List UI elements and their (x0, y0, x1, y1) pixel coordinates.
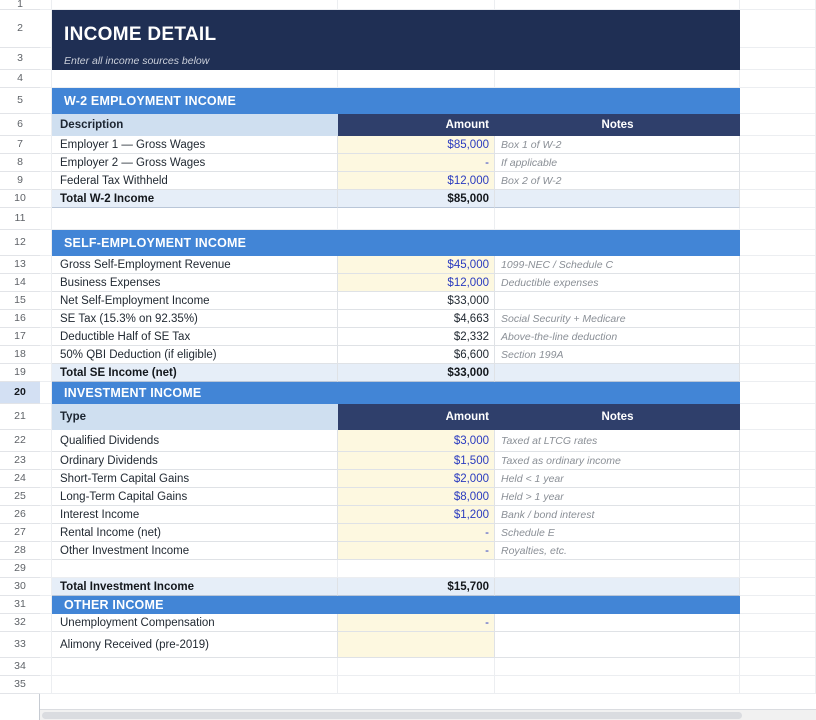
grid-cell[interactable] (740, 506, 816, 523)
grid-cell[interactable] (740, 114, 816, 135)
column-header-row (52, 114, 740, 136)
grid-background-row (40, 0, 816, 10)
grid-cell[interactable] (40, 48, 52, 69)
total-amount[interactable]: $15,700 (338, 578, 495, 596)
row-header-30[interactable]: 30 (0, 578, 40, 596)
table-row (52, 346, 740, 364)
table-row (52, 292, 740, 310)
row-header-31[interactable]: 31 (0, 596, 40, 614)
grid-cell[interactable] (40, 10, 52, 47)
grid-cell[interactable] (740, 10, 816, 47)
grid-cell[interactable] (40, 256, 52, 273)
amount-input-cell[interactable]: - (338, 154, 495, 172)
note-cell[interactable]: 1099-NEC / Schedule C (495, 256, 740, 274)
total-notes[interactable] (495, 578, 740, 596)
grid-cell[interactable] (740, 452, 816, 469)
row-header-5[interactable]: 5 (0, 88, 40, 114)
row-header-28[interactable]: 28 (0, 542, 40, 560)
grid-cell[interactable] (740, 256, 816, 273)
table-row (52, 470, 740, 488)
row-header-25[interactable]: 25 (0, 488, 40, 506)
grid-cell[interactable] (40, 676, 52, 693)
grid-cell[interactable] (740, 346, 816, 363)
grid-cell[interactable] (40, 524, 52, 541)
row-header-13[interactable]: 13 (0, 256, 40, 274)
row-header-19[interactable]: 19 (0, 364, 40, 382)
grid-cell[interactable] (40, 560, 52, 577)
grid-cell[interactable] (740, 274, 816, 291)
row-label[interactable]: 50% QBI Deduction (if eligible) (52, 346, 338, 364)
grid-cell[interactable] (740, 430, 816, 451)
grid-cell[interactable] (40, 172, 52, 189)
grid-cell[interactable] (740, 70, 816, 87)
total-notes[interactable] (495, 364, 740, 382)
grid-cell[interactable] (740, 48, 816, 69)
section-banner-investment-income: INVESTMENT INCOME (52, 382, 740, 404)
amount-input-cell[interactable]: $2,000 (338, 470, 495, 488)
amount-input-cell[interactable]: $1,200 (338, 506, 495, 524)
amount-cell[interactable]: $2,332 (338, 328, 495, 346)
row-header-21[interactable]: 21 (0, 404, 40, 430)
note-cell[interactable] (495, 292, 740, 310)
table-row (52, 310, 740, 328)
table-row (52, 172, 740, 190)
row-label[interactable]: SE Tax (15.3% on 92.35%) (52, 310, 338, 328)
table-row (52, 506, 740, 524)
amount-input-cell[interactable]: $12,000 (338, 172, 495, 190)
grid-cell[interactable] (338, 70, 495, 87)
grid-cell[interactable] (740, 230, 816, 255)
grid-cell[interactable] (40, 0, 52, 9)
row-header-9[interactable]: 9 (0, 172, 40, 190)
row-label[interactable]: Qualified Dividends (52, 430, 338, 452)
grid-cell[interactable] (495, 560, 740, 577)
grid-cell[interactable] (740, 382, 816, 403)
grid-cell[interactable] (740, 328, 816, 345)
note-cell[interactable]: Held < 1 year (495, 470, 740, 488)
grid-cell[interactable] (740, 470, 816, 487)
total-row (52, 364, 740, 382)
table-row (52, 328, 740, 346)
grid-cell[interactable] (740, 208, 816, 229)
row-header-17[interactable]: 17 (0, 328, 40, 346)
amount-cell[interactable]: $6,600 (338, 346, 495, 364)
total-row (52, 190, 740, 208)
grid-cell[interactable] (40, 404, 52, 429)
table-row (52, 542, 740, 560)
grid-cell[interactable] (40, 274, 52, 291)
row-header-8[interactable]: 8 (0, 154, 40, 172)
row-label[interactable]: Business Expenses (52, 274, 338, 292)
row-label[interactable]: Unemployment Compensation (52, 614, 338, 632)
total-amount[interactable]: $33,000 (338, 364, 495, 382)
horizontal-scrollbar[interactable] (40, 709, 816, 720)
column-header-label: Description (52, 114, 338, 136)
row-header-29[interactable]: 29 (0, 560, 40, 578)
column-header-amount: Amount (338, 114, 495, 136)
grid-cell[interactable] (740, 578, 816, 595)
grid-cell[interactable] (40, 452, 52, 469)
row-number-gutter (0, 0, 40, 720)
row-header-7[interactable]: 7 (0, 136, 40, 154)
grid-cell[interactable] (740, 292, 816, 309)
row-label[interactable]: Ordinary Dividends (52, 452, 338, 470)
grid-cell[interactable] (495, 676, 740, 693)
table-row (52, 430, 740, 452)
grid-cell[interactable] (40, 596, 52, 613)
grid-cell[interactable] (740, 136, 816, 153)
row-label[interactable]: Federal Tax Withheld (52, 172, 338, 190)
row-header-20[interactable]: 20 (0, 382, 40, 404)
page-title: INCOME DETAIL (64, 24, 217, 45)
table-row (52, 614, 740, 632)
grid-cell[interactable] (740, 614, 816, 631)
grid-cell[interactable] (740, 560, 816, 577)
grid-cell[interactable] (40, 614, 52, 631)
grid-cell[interactable] (338, 560, 495, 577)
grid-cell[interactable] (40, 310, 52, 327)
grid-cell[interactable] (40, 470, 52, 487)
grid-cell[interactable] (740, 404, 816, 429)
row-label[interactable]: Net Self-Employment Income (52, 292, 338, 310)
amount-input-cell[interactable]: - (338, 542, 495, 560)
row-header-10[interactable]: 10 (0, 190, 40, 208)
row-label[interactable]: Employer 1 — Gross Wages (52, 136, 338, 154)
row-header-22[interactable]: 22 (0, 430, 40, 452)
grid-cell[interactable] (740, 190, 816, 207)
grid-background-row (40, 208, 816, 230)
title-banner (52, 10, 740, 70)
grid-cell[interactable] (40, 154, 52, 171)
row-header-3[interactable]: 3 (0, 48, 40, 70)
grid-cell[interactable] (52, 658, 338, 675)
amount-input-cell[interactable]: - (338, 524, 495, 542)
row-header-35[interactable]: 35 (0, 676, 40, 694)
row-header-15[interactable]: 15 (0, 292, 40, 310)
grid-background-row (40, 676, 816, 694)
total-label[interactable]: Total W-2 Income (52, 190, 338, 208)
grid-cell[interactable] (740, 310, 816, 327)
section-banner-self-employment-income: SELF-EMPLOYMENT INCOME (52, 230, 740, 256)
total-label[interactable]: Total Investment Income (52, 578, 338, 596)
grid-cell[interactable] (740, 0, 816, 9)
page-subtitle: Enter all income sources below (64, 54, 210, 67)
grid-cell[interactable] (495, 70, 740, 87)
grid-cell[interactable] (40, 346, 52, 363)
grid-cell[interactable] (40, 658, 52, 675)
row-header-34[interactable]: 34 (0, 658, 40, 676)
note-cell[interactable]: Box 1 of W-2 (495, 136, 740, 154)
section-banner-w-2-employment-income: W-2 EMPLOYMENT INCOME (52, 88, 740, 114)
note-cell[interactable]: Schedule E (495, 524, 740, 542)
grid-cell[interactable] (495, 658, 740, 675)
grid-cell[interactable] (740, 658, 816, 675)
column-header-notes: Notes (495, 404, 740, 430)
amount-cell[interactable]: $33,000 (338, 292, 495, 310)
row-header-27[interactable]: 27 (0, 524, 40, 542)
amount-input-cell[interactable] (338, 632, 495, 658)
note-cell[interactable]: Above-the-line deduction (495, 328, 740, 346)
column-header-row (52, 404, 740, 430)
grid-background-row (40, 70, 816, 88)
grid-cell[interactable] (740, 596, 816, 613)
total-row (52, 578, 740, 596)
note-cell[interactable] (495, 632, 740, 658)
grid-cell[interactable] (52, 208, 338, 229)
table-row (52, 632, 740, 658)
row-label[interactable]: Other Investment Income (52, 542, 338, 560)
amount-input-cell[interactable]: $85,000 (338, 136, 495, 154)
horizontal-scrollbar-thumb[interactable] (42, 712, 742, 719)
section-banner-other-income: OTHER INCOME (52, 596, 740, 614)
grid-cell[interactable] (40, 230, 52, 255)
note-cell[interactable]: Box 2 of W-2 (495, 172, 740, 190)
table-row (52, 452, 740, 470)
grid-cell[interactable] (495, 0, 740, 9)
grid-cell[interactable] (40, 578, 52, 595)
grid-cell[interactable] (40, 488, 52, 505)
sheet-grid (40, 0, 816, 720)
grid-background-row (40, 658, 816, 676)
note-cell[interactable]: Social Security + Medicare (495, 310, 740, 328)
grid-cell[interactable] (338, 208, 495, 229)
amount-input-cell[interactable]: $1,500 (338, 452, 495, 470)
grid-cell[interactable] (740, 154, 816, 171)
total-label[interactable]: Total SE Income (net) (52, 364, 338, 382)
grid-cell[interactable] (338, 676, 495, 693)
row-label[interactable]: Alimony Received (pre-2019) (52, 632, 338, 658)
row-label[interactable]: Gross Self-Employment Revenue (52, 256, 338, 274)
grid-cell[interactable] (740, 488, 816, 505)
row-header-4[interactable]: 4 (0, 70, 40, 88)
grid-cell[interactable] (740, 676, 816, 693)
grid-cell[interactable] (40, 506, 52, 523)
grid-cell[interactable] (40, 88, 52, 113)
row-header-6[interactable]: 6 (0, 114, 40, 136)
total-amount[interactable]: $85,000 (338, 190, 495, 208)
note-cell[interactable]: Royalties, etc. (495, 542, 740, 560)
grid-cell[interactable] (40, 430, 52, 451)
grid-cell[interactable] (52, 70, 338, 87)
note-cell[interactable]: If applicable (495, 154, 740, 172)
grid-cell[interactable] (40, 190, 52, 207)
row-header-23[interactable]: 23 (0, 452, 40, 470)
table-row (52, 154, 740, 172)
column-header-notes: Notes (495, 114, 740, 136)
row-label[interactable]: Interest Income (52, 506, 338, 524)
grid-cell[interactable] (40, 328, 52, 345)
grid-cell[interactable] (52, 560, 338, 577)
grid-cell[interactable] (40, 208, 52, 229)
grid-cell[interactable] (40, 632, 52, 657)
grid-cell[interactable] (740, 172, 816, 189)
table-row (52, 136, 740, 154)
amount-input-cell[interactable]: $3,000 (338, 430, 495, 452)
grid-background-row (40, 560, 816, 578)
note-cell[interactable]: Taxed at LTCG rates (495, 430, 740, 452)
amount-cell[interactable]: $4,663 (338, 310, 495, 328)
grid-cell[interactable] (52, 0, 338, 9)
row-header-11[interactable]: 11 (0, 208, 40, 230)
amount-input-cell[interactable]: $12,000 (338, 274, 495, 292)
row-header-33[interactable]: 33 (0, 632, 40, 658)
row-header-16[interactable]: 16 (0, 310, 40, 328)
grid-cell[interactable] (740, 88, 816, 113)
row-header-32[interactable]: 32 (0, 614, 40, 632)
grid-cell[interactable] (740, 364, 816, 381)
row-header-18[interactable]: 18 (0, 346, 40, 364)
grid-cell[interactable] (740, 524, 816, 541)
grid-cell[interactable] (40, 364, 52, 381)
row-header-2[interactable]: 2 (0, 10, 40, 48)
row-header-24[interactable]: 24 (0, 470, 40, 488)
note-cell[interactable]: Taxed as ordinary income (495, 452, 740, 470)
row-header-14[interactable]: 14 (0, 274, 40, 292)
grid-cell[interactable] (40, 542, 52, 559)
row-header-12[interactable]: 12 (0, 230, 40, 256)
row-label[interactable]: Deductible Half of SE Tax (52, 328, 338, 346)
row-header-26[interactable]: 26 (0, 506, 40, 524)
table-row (52, 274, 740, 292)
table-row (52, 256, 740, 274)
grid-cell[interactable] (52, 676, 338, 693)
note-cell[interactable]: Section 199A (495, 346, 740, 364)
grid-cell[interactable] (495, 208, 740, 229)
note-cell[interactable] (495, 614, 740, 632)
row-label[interactable]: Rental Income (net) (52, 524, 338, 542)
grid-cell[interactable] (338, 0, 495, 9)
row-header-1[interactable]: 1 (0, 0, 40, 10)
grid-cell[interactable] (40, 292, 52, 309)
row-label[interactable]: Long-Term Capital Gains (52, 488, 338, 506)
grid-cell[interactable] (40, 136, 52, 153)
column-header-label: Type (52, 404, 338, 430)
grid-cell[interactable] (40, 114, 52, 135)
table-row (52, 488, 740, 506)
row-label[interactable]: Short-Term Capital Gains (52, 470, 338, 488)
grid-cell[interactable] (740, 542, 816, 559)
grid-cell[interactable] (338, 658, 495, 675)
grid-cell[interactable] (40, 382, 52, 403)
amount-input-cell[interactable]: $8,000 (338, 488, 495, 506)
row-label[interactable]: Employer 2 — Gross Wages (52, 154, 338, 172)
amount-input-cell[interactable]: - (338, 614, 495, 632)
note-cell[interactable]: Held > 1 year (495, 488, 740, 506)
amount-input-cell[interactable]: $45,000 (338, 256, 495, 274)
grid-cell[interactable] (740, 632, 816, 657)
note-cell[interactable]: Bank / bond interest (495, 506, 740, 524)
total-notes[interactable] (495, 190, 740, 208)
grid-cell[interactable] (40, 70, 52, 87)
table-row (52, 524, 740, 542)
note-cell[interactable]: Deductible expenses (495, 274, 740, 292)
column-header-amount: Amount (338, 404, 495, 430)
